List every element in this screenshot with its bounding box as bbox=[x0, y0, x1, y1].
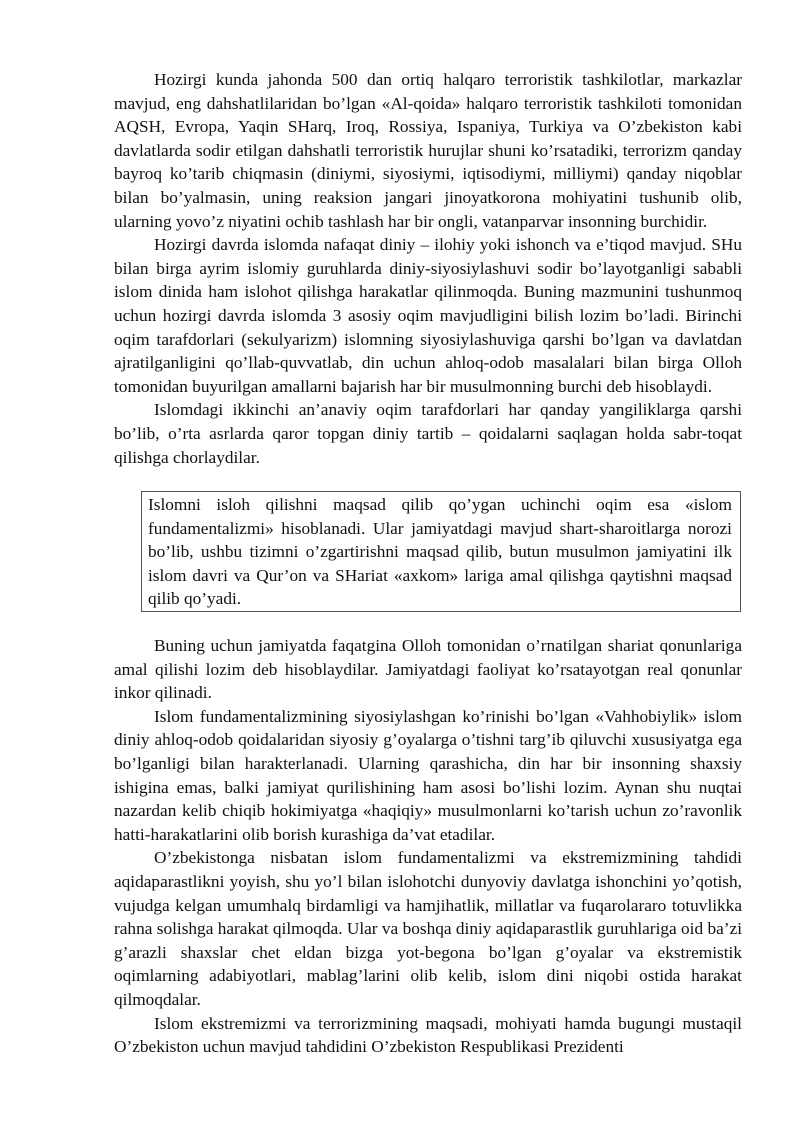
paragraph-islam-currents: Hozirgi davrda islomda nafaqat diniy – ilohiy yoki ishonch va e’tiqod mavjud. SHu bilan birga ayrim islomiy guruhlarda diniy-siyosiylashuvi sodir bo’layotganligi sababli islom dinida ham islohot qilishga harakatlar qilinmoqda. Buning mazmunini tushunmoq uchun hozirgi davrda islomda 3 asosiy oqim mavjudligini bilish lozim bo’ladi. Birinchi oqim tarafdorlari (sekulyarizm) islomning siyosiylashuviga qarshi bo’lgan va davlatdan ajratilganligini qo’llab-quvvatlab, din uchun ahloq-odob masalalari bilan birga Olloh tomonidan buyurilgan amallarni bajarish har bir musulmonning burchi deb hisoblaydi. bbox=[114, 235, 742, 396]
boxed-text-frame bbox=[141, 491, 741, 612]
paragraph-extremism-goal: Islom ekstremizmi va terrorizmining maqsadi, mohiyati hamda bugungi mustaqil O’zbekiston uchun mavjud tahdidini O’zbekiston Respublikasi Prezidenti bbox=[114, 1013, 742, 1057]
paragraph-international-terrorism: Hozirgi kunda jahonda 500 dan ortiq halqaro terroristik tashkilotlar, markazlar mavjud, eng dahshatlilaridan bo’lgan «Al-qoida» halqaro terroristik tashkiloti tomonidan AQSH, Evropa, Yaqin SHarq, Iroq, Rossiya, Ispaniya, Turkiya va O’zbekiston kabi davlatlarda sodir etilgan dahshatli terroristik hurujlar shuni ko’rsatadiki, terrorizm qanday bayroq ko’tarib chiqmasin (diniymi, siyosiymi, iqtisodiymi, milliymi) qanday niqoblar bilan bo’yalmasin, uning reaksion jangari jinoyatkorona mohiyatini tushunib olib, ularning yovo’z niyatini ochib tashlash har bir ongli, vatanparvar insonning burchidir. bbox=[114, 70, 742, 231]
paragraph-fundamentalism-box: Islomni isloh qilishni maqsad qilib qo’ygan uchinchi oqim esa «islom fundamentalizmi» hisoblanadi. Ular jamiyatdagi mavjud shart-sharoitlarga norozi bo’lib, ushbu tizimni o’zgartirishni maqsad qilib, butun musulmon jamiyatini ilk islom davri va Qur’on va SHariat «axkom» lariga amal qilishga qaytishni maqsad qilib qo’yadi. bbox=[148, 495, 732, 609]
paragraph-threat-uzbekistan: O’zbekistonga nisbatan islom fundamentalizmi va ekstremizmining tahdidi aqidaparastlikni yoyish, shu yo’l bilan islohotchi dunyoviy davlatga ishonchini yo’qotish, vujudga kelgan umumhalq birdamligi va hamjihatlik, millatlar va fuqarolararo totuvlikka rahna solishga harakat qilmoqda. Ular va boshqa diniy aqidaparastlik guruhlariga oid ba’zi g’arazli shaxslar chet eldan bizga yot-begona bo’lgan g’oyalar va ekstremistik oqimlarning adabiyotlari, mablag’larini olib kelib, islom dini niqobi ostida harakat qilmoqdalar. bbox=[114, 848, 742, 1009]
paragraph-wahhabism: Islom fundamentalizmining siyosiylashgan ko’rinishi bo’lgan «Vahhobiylik» islom diniy ahloq-odob qoidalaridan siyosiy g’oyalarga o’tishni targ’ib qiluvchi xususiyatga ega bo’lganligi bilan harakterlanadi. Ularning qarashicha, din har bir insonning shaxsiy ishigina emas, balki jamiyat qurilishining ham asosi bo’lishi lozim. Aynan shu nuqtai nazardan kelib chiqib hokimiyatga «haqiqiy» musulmonlarni ko’tarish uchun zo’ravonlik hatti-harakatlarini olib borish kurashiga da’vat etadilar. bbox=[114, 706, 742, 844]
paragraph-second-current: Islomdagi ikkinchi an’anaviy oqim tarafdorlari har qanday yangiliklarga qarshi bo’lib, o’rta asrlarda qaror topgan diniy tartib – qoidalarni saqlagan holda sabr-toqat qilishga chorlaydilar. bbox=[114, 400, 742, 467]
paragraph-sharia-laws: Buning uchun jamiyatda faqatgina Olloh tomonidan o’rnatilgan shariat qonunlariga amal qilishi lozim deb hisoblaydilar. Jamiyatdagi faoliyat ko’rsatayotgan real qonunlar inkor qilinadi. bbox=[114, 636, 742, 703]
document-page bbox=[114, 68, 742, 1059]
